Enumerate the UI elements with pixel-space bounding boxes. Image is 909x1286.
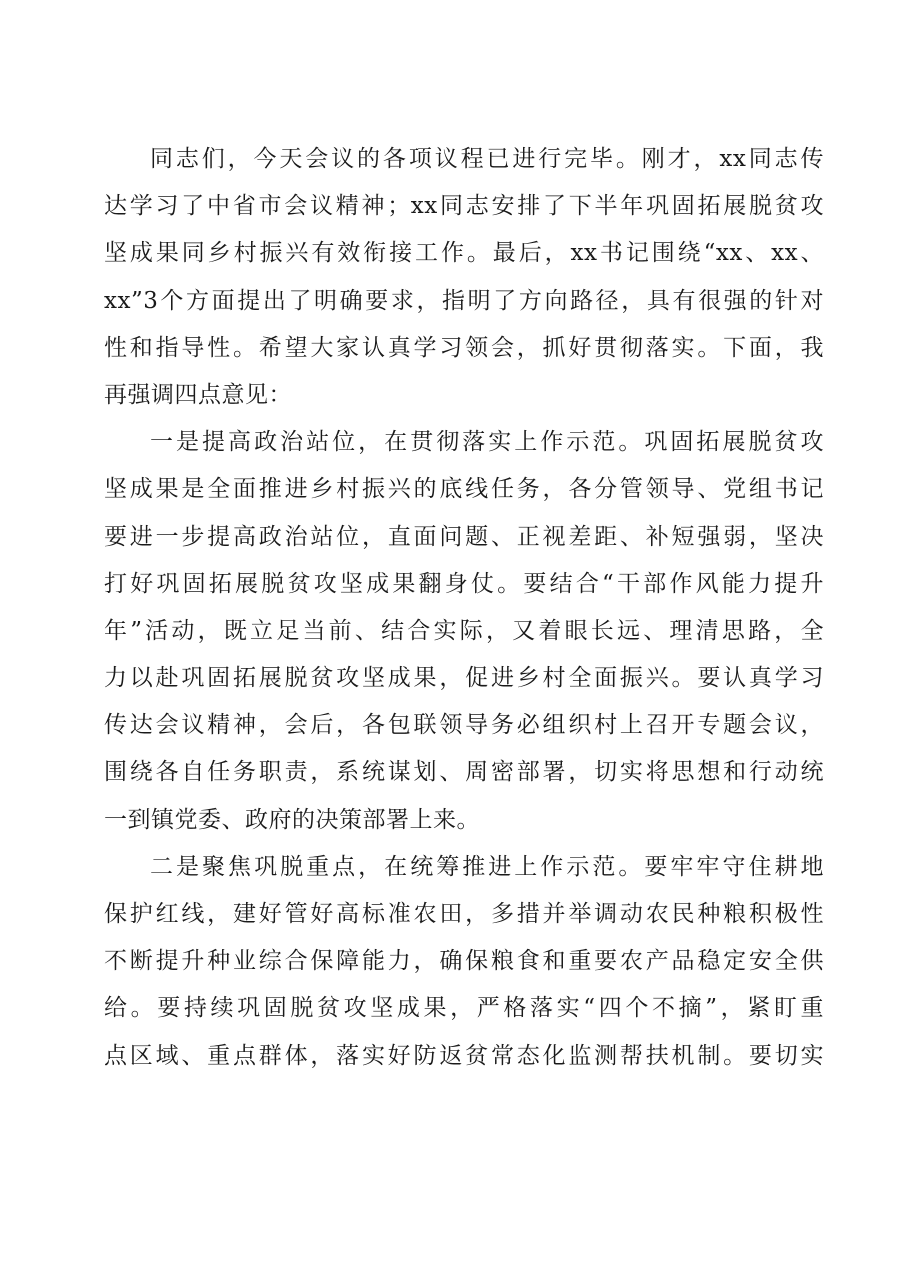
text-line: 一到镇党委、政府的决策部署上来。: [104, 806, 480, 833]
text-line: 二是聚焦巩脱重点，在统筹推进上作示范。要牢牢守住耕地: [150, 853, 824, 880]
text-line: 一是提高政治站位，在贯彻落实上作示范。巩固拓展脱贫攻: [150, 429, 824, 456]
text-line: 不断提升种业综合保障能力，确保粮食和重要农产品稳定安全供: [104, 948, 824, 975]
text-line: 达学习了中省市会议精神；xx同志安排了下半年巩固拓展脱贫攻: [104, 193, 824, 220]
text-line: 点区域、重点群体，落实好防返贫常态化监测帮扶机制。要切实: [104, 1042, 824, 1069]
text-line: 再强调四点意见：: [104, 381, 292, 408]
text-line: 力以赴巩固拓展脱贫攻坚成果，促进乡村全面振兴。要认真学习: [104, 665, 824, 692]
text-line: 打好巩固拓展脱贫攻坚成果翻身仗。要结合“干部作风能力提升: [104, 570, 824, 597]
text-line: 围绕各自任务职责，系统谋划、周密部署，切实将思想和行动统: [104, 759, 824, 786]
text-line: 保护红线，建好管好高标准农田，多措并举调动农民种粮积极性: [104, 901, 824, 927]
text-line: 要进一步提高政治站位，直面问题、正视差距、补短强弱，坚决: [104, 523, 824, 550]
text-line: 坚成果是全面推进乡村振兴的底线任务，各分管领导、党组书记: [104, 476, 824, 503]
text-line: 传达会议精神，会后，各包联领导务必组织村上召开专题会议，: [104, 712, 824, 739]
text-line: 坚成果同乡村振兴有效衔接工作。最后，xx书记围绕“xx、xx、: [104, 240, 824, 267]
text-line: xx”3个方面提出了明确要求，指明了方向路径，具有很强的针对: [104, 287, 824, 314]
paragraph-2: [104, 419, 824, 844]
text-line: 给。要持续巩固脱贫攻坚成果，严格落实“四个不摘”，紧盯重: [104, 995, 824, 1022]
document-body: [104, 136, 824, 1080]
text-line: 同志们，今天会议的各项议程已进行完毕。刚才，xx同志传: [150, 146, 824, 172]
text-line: 性和指导性。希望大家认真学习领会，抓好贯彻落实。下面，我: [104, 334, 824, 361]
text-line: 年”活动，既立足当前、结合实际，又着眼长远、理清思路，全: [104, 617, 824, 644]
paragraph-1: [104, 136, 824, 419]
paragraph-3: [104, 844, 824, 1080]
